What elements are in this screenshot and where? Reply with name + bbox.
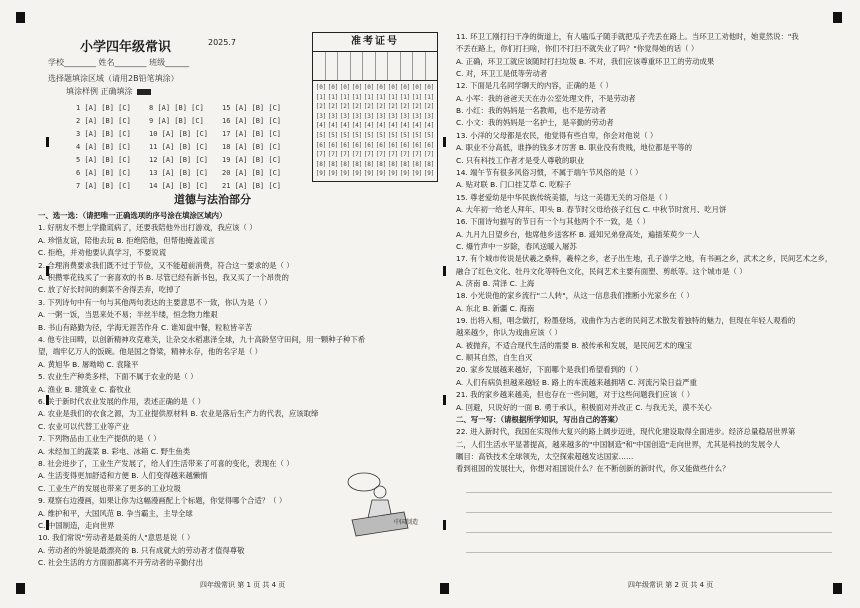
digit-bubble[interactable]: [6] xyxy=(399,141,411,149)
question-line: C. 对，环卫工是低等劳动者 xyxy=(456,69,548,79)
digit-bubble[interactable]: [5] xyxy=(327,131,339,139)
digit-bubble[interactable]: [8] xyxy=(375,160,387,168)
student-info-line: 学校________ 姓名________ 班级______ xyxy=(48,58,190,67)
digit-bubble[interactable]: [9] xyxy=(375,170,387,178)
digit-bubble[interactable]: [5] xyxy=(375,131,387,139)
digit-bubble[interactable]: [2] xyxy=(399,103,411,111)
digit-bubble[interactable]: [3] xyxy=(411,112,423,120)
registration-mark xyxy=(833,583,842,594)
admission-digit-column xyxy=(411,83,423,179)
cartoon-illustration xyxy=(344,470,419,540)
digit-bubble[interactable]: [7] xyxy=(315,151,327,159)
answer-bubble[interactable]: 21 [A] [B] [C] xyxy=(222,182,282,190)
digit-bubble[interactable]: [8] xyxy=(399,160,411,168)
fill-instructions: 选择题填涂区域（请用2B铅笔填涂） xyxy=(48,74,179,83)
digit-bubble[interactable]: [0] xyxy=(339,84,351,91)
digit-bubble[interactable]: [5] xyxy=(423,131,435,139)
question-line: 21. 我的家乡越来越美，但也存在一些问题，对于这些问题我们应该（ ） xyxy=(456,390,695,400)
question-line: A. 被抛弃，不适合现代生活的需要 B. 被传承和发展，是民间艺术的瑰宝 xyxy=(456,340,693,350)
answer-bubble[interactable]: 1 [A] [B] [C] xyxy=(76,104,131,112)
question-line: C. 放了好长时间的剩菜不舍得丢弃，吃掉了 xyxy=(38,285,181,295)
question-line: C. 中国制造，走向世界 xyxy=(38,521,115,530)
question-line: 4. 他专注田畴，以创新精神攻克难关，让杂交水稻惠泽全球，九十高龄坚守田间，用一颗种子种下希 xyxy=(38,335,366,344)
digit-bubble[interactable]: [6] xyxy=(375,141,387,149)
answer-bubble[interactable]: 6 [A] [B] [C] xyxy=(76,169,131,177)
question-line: 16. 下面诗句描写的节日有一个与其他两个不一致，是（ ） xyxy=(456,217,650,227)
question-line: C. 爆竹声中一岁除，春风送暖入屠苏 xyxy=(456,241,577,251)
digit-bubble[interactable]: [8] xyxy=(339,160,351,168)
answer-bubble[interactable]: 7 [A] [B] [C] xyxy=(76,182,131,190)
question-line: A. 劳动者的外貌是最漂亮的 B. 只有成就大的劳动者才值得尊敬 xyxy=(38,545,245,555)
digit-bubble[interactable]: [9] xyxy=(339,170,351,178)
answer-bubble[interactable]: 16 [A] [B] [C] xyxy=(222,117,282,125)
timing-mark xyxy=(443,395,446,405)
answer-line[interactable] xyxy=(466,532,832,533)
digit-bubble[interactable]: [1] xyxy=(387,93,399,101)
timing-mark xyxy=(443,137,446,147)
question-line: 瞩目：高铁技术全球领先，太空探索超越发达国家…… xyxy=(456,451,634,461)
question-line: 1. 好朋友不想上学撒谎病了，还要我陪他外出打游戏，我应该（ ） xyxy=(38,223,257,233)
question-line: 不丢在路上，你们打扫啥，你们不打扫不就失业了吗？"你觉得她的话（ ） xyxy=(456,44,699,54)
digit-bubble[interactable]: [5] xyxy=(363,131,375,139)
question-line: 看到祖国的发展壮大，你想对祖国说什么？在不断创新的新时代，你又能做些什么？ xyxy=(456,464,730,474)
question-line: 8. 社会进步了，工业生产发展了，给人们生活带来了可喜的变化，表现在（ ） xyxy=(38,459,294,468)
question-line: A. 贴对联 B. 门口挂艾草 C. 吃粽子 xyxy=(456,180,572,190)
question-line: 7. 下列物品由工业生产提供的是（ ） xyxy=(38,434,161,444)
digit-bubble[interactable]: [4] xyxy=(351,122,363,130)
timing-mark xyxy=(443,520,446,530)
answer-bubble[interactable]: 4 [A] [B] [C] xyxy=(76,143,131,151)
question-line: C. 社会生活的方方面面都离不开劳动者的辛勤付出 xyxy=(38,558,204,568)
filled-bubble-sample xyxy=(137,89,151,95)
section-heading: 一、选一选：（请把唯一正确选项的序号涂在填涂区域内） xyxy=(38,211,227,220)
digit-bubble[interactable]: [0] xyxy=(363,84,375,91)
answer-bubble[interactable]: 10 [A] [B] [C] xyxy=(149,130,209,138)
question-line: 9. 观察右边漫画，如果让你为这幅漫画配上个标题，你觉得哪个合适？（ ） xyxy=(38,496,287,506)
admission-digit-bubbles xyxy=(313,81,437,179)
question-line: A. 小军：我的爸爸天天在办公室处理文件，不是劳动者 xyxy=(456,93,636,103)
digit-bubble[interactable]: [7] xyxy=(339,151,351,159)
digit-bubble[interactable]: [2] xyxy=(351,103,363,111)
digit-bubble[interactable]: [9] xyxy=(351,170,363,178)
digit-bubble[interactable]: [2] xyxy=(411,103,423,111)
digit-bubble[interactable]: [3] xyxy=(423,112,435,120)
answer-bubble[interactable]: 8 [A] [B] [C] xyxy=(149,104,204,112)
question-line: 10. 我们常说"劳动者是最美的人"意思是说（ ） xyxy=(38,533,195,543)
digit-bubble[interactable]: [9] xyxy=(315,170,327,178)
digit-bubble[interactable]: [7] xyxy=(327,151,339,159)
digit-bubble[interactable]: [8] xyxy=(363,160,375,168)
answer-bubble[interactable]: 18 [A] [B] [C] xyxy=(222,143,282,151)
admission-digit-column xyxy=(423,83,435,179)
digit-bubble[interactable]: [7] xyxy=(387,151,399,159)
digit-bubble[interactable]: [4] xyxy=(411,122,423,130)
admission-digit-column xyxy=(375,83,387,179)
answer-bubble[interactable]: 17 [A] [B] [C] xyxy=(222,130,282,138)
digit-bubble[interactable]: [4] xyxy=(423,122,435,130)
registration-mark xyxy=(440,583,449,594)
question-line: A. 职业不分高低，谁挣的钱多才厉害 B. 职业没有贵贱，地位都是平等的 xyxy=(456,143,693,153)
digit-bubble[interactable]: [5] xyxy=(411,131,423,139)
digit-bubble[interactable]: [8] xyxy=(423,160,435,168)
question-line: A. 黄旭华 B. 屠呦呦 C. 袁隆平 xyxy=(38,359,139,369)
question-line: 22. 进入新时代，我国在实现伟大复兴的路上阔步迈进，现代化建设取得全面进步。经济总量稳居世界第 xyxy=(456,427,796,437)
question-line: C. 农业可以代替工业等产业 xyxy=(38,421,130,431)
admission-number-title: 准考证号 xyxy=(313,33,437,52)
digit-bubble[interactable]: [0] xyxy=(351,84,363,91)
digit-bubble[interactable]: [6] xyxy=(363,141,375,149)
question-line: A. 未经加工的蔬菜 B. 彩电、冰箱 C. 野生鱼类 xyxy=(38,446,191,456)
digit-bubble[interactable]: [9] xyxy=(411,170,423,178)
digit-bubble[interactable]: [7] xyxy=(411,151,423,159)
answer-bubble-grid xyxy=(76,104,296,195)
answer-bubble[interactable]: 3 [A] [B] [C] xyxy=(76,130,131,138)
digit-bubble[interactable]: [9] xyxy=(399,170,411,178)
digit-bubble[interactable]: [5] xyxy=(315,131,327,139)
digit-bubble[interactable]: [7] xyxy=(351,151,363,159)
question-line: A. 正确，环卫工就应该随时打扫垃圾 B. 不对，我们应该尊重环卫工的劳动成果 xyxy=(456,56,715,66)
digit-bubble[interactable]: [3] xyxy=(327,112,339,120)
question-line: C. 小文：我的妈妈是一名护士，是辛勤的劳动者 xyxy=(456,118,614,128)
digit-bubble[interactable]: [9] xyxy=(387,170,399,178)
digit-bubble[interactable]: [1] xyxy=(423,93,435,101)
answer-bubble[interactable]: 13 [A] [B] [C] xyxy=(149,169,209,177)
digit-bubble[interactable]: [5] xyxy=(339,131,351,139)
answer-bubble[interactable]: 9 [A] [B] [C] xyxy=(149,117,204,125)
question-line: 2. 合理消费要求我们既不过于节俭，又不能超前消费，符合这一要求的是（ ） xyxy=(38,260,294,270)
digit-bubble[interactable]: [0] xyxy=(423,84,435,91)
answer-line[interactable] xyxy=(466,492,832,493)
admission-digit-column xyxy=(315,83,327,179)
question-line: 二，人们生活水平显著提高，越来越多的"中国制造"和"中国创造"走向世界，尤其是科技的发展令人 xyxy=(456,439,781,449)
question-line: A. 一粥一饭，当思来处不易；半丝半缕，恒念物力维艰 xyxy=(38,310,218,320)
question-line: C. 工业生产的发展也带来了更多的工业垃圾 xyxy=(38,483,181,493)
digit-bubble[interactable]: [4] xyxy=(363,122,375,130)
digit-bubble[interactable]: [0] xyxy=(315,84,327,91)
digit-bubble[interactable]: [8] xyxy=(315,160,327,168)
digit-bubble[interactable]: [8] xyxy=(327,160,339,168)
question-line: A. 积攒零花钱买了一套喜欢的书 B. 尽管已经有新书包，我又买了一个昂贵的 xyxy=(38,273,289,282)
page-footer-right: 四年级常识 第 2 页 共 4 页 xyxy=(628,581,714,589)
registration-mark xyxy=(16,12,25,23)
digit-bubble[interactable]: [0] xyxy=(399,84,411,91)
digit-bubble[interactable]: [7] xyxy=(363,151,375,159)
admission-number-box xyxy=(312,32,438,182)
question-line: 越来越少，你认为戏曲应该（ ） xyxy=(456,328,562,338)
question-line: 13. 小洋的父母都是农民，他觉得有些自卑，你会对他说（ ） xyxy=(456,130,658,140)
illustration-caption: 中国制造 xyxy=(394,519,419,526)
answer-bubble[interactable]: 19 [A] [B] [C] xyxy=(222,156,282,164)
timing-mark xyxy=(46,137,49,147)
answer-bubble[interactable]: 5 [A] [B] [C] xyxy=(76,156,131,164)
question-line: A. 东北 B. 新疆 C. 海南 xyxy=(456,303,535,313)
admission-digit-column xyxy=(351,83,363,179)
digit-bubble[interactable]: [1] xyxy=(339,93,351,101)
digit-bubble[interactable]: [1] xyxy=(411,93,423,101)
digit-bubble[interactable]: [0] xyxy=(375,84,387,91)
question-line: 18. 小光说他的家乡流行"二人转"，从这一信息我们推断小光家乡在（ ） xyxy=(456,291,694,301)
question-line: A. 珍惜友谊，陪他去玩 B. 拒绝陪他，但帮他掩盖谎言 xyxy=(38,235,215,245)
admission-digit-column xyxy=(387,83,399,179)
answer-bubble[interactable]: 15 [A] [B] [C] xyxy=(222,104,282,112)
registration-mark xyxy=(833,12,842,23)
question-line: A. 生活变得更加舒适和方便 B. 人们变得越来越懒惰 xyxy=(38,471,208,481)
digit-bubble[interactable]: [7] xyxy=(375,151,387,159)
question-line: C. 顺其自然，自生自灭 xyxy=(456,353,533,363)
question-line: B. 书山有路勤为径，学海无涯苦作舟 C. 谁知盘中餐，粒粒皆辛苦 xyxy=(38,322,253,332)
answer-bubble[interactable]: 2 [A] [B] [C] xyxy=(76,117,131,125)
digit-bubble[interactable]: [1] xyxy=(315,93,327,101)
digit-bubble[interactable]: [7] xyxy=(399,151,411,159)
digit-bubble[interactable]: [9] xyxy=(327,170,339,178)
admission-digit-column xyxy=(327,83,339,179)
digit-bubble[interactable]: [1] xyxy=(399,93,411,101)
question-line: 3. 下列诗句中有一句与其他两句表达的主要意思不一致，你认为是（ ） xyxy=(38,297,272,307)
question-line: A. 维护和平，大国风范 B. 争当霸主，主导全球 xyxy=(38,508,193,518)
question-line: A. 回避，只说好的一面 B. 勇于承认，积极面对并改正 C. 与我无关，漠不关心 xyxy=(456,402,712,412)
question-line: A. 农业是我们的衣食之源，为工业提供原材料 B. 农业是落后生产力的代表，应该取缔 xyxy=(38,409,319,419)
admission-digit-column xyxy=(399,83,411,179)
timing-mark xyxy=(443,266,446,276)
digit-bubble[interactable]: [8] xyxy=(387,160,399,168)
section-heading: 二、写一写：（请根据所学知识，写出自己的答案） xyxy=(456,414,623,424)
digit-bubble[interactable]: [2] xyxy=(339,103,351,111)
digit-bubble[interactable]: [2] xyxy=(423,103,435,111)
question-line: 12. 下面是几名同学聊天的内容，正确的是（ ） xyxy=(456,81,613,91)
digit-bubble[interactable]: [6] xyxy=(327,141,339,149)
question-line: 6. 关于新时代农业发展的作用，表述正确的是（ ） xyxy=(38,397,205,406)
digit-bubble[interactable]: [1] xyxy=(327,93,339,101)
digit-bubble[interactable]: [6] xyxy=(423,141,435,149)
digit-bubble[interactable]: [8] xyxy=(351,160,363,168)
digit-bubble[interactable]: [3] xyxy=(315,112,327,120)
digit-bubble[interactable]: [0] xyxy=(327,84,339,91)
exam-title: 小学四年级常识 xyxy=(80,40,172,55)
answer-bubble[interactable]: 12 [A] [B] [C] xyxy=(149,156,209,164)
answer-line[interactable] xyxy=(466,552,832,553)
digit-bubble[interactable]: [6] xyxy=(387,141,399,149)
digit-bubble[interactable]: [2] xyxy=(375,103,387,111)
digit-bubble[interactable]: [1] xyxy=(351,93,363,101)
question-line: 14. 端午节有很多风俗习惯，不属于端午节风俗的是（ ） xyxy=(456,167,643,177)
digit-bubble[interactable]: [5] xyxy=(387,131,399,139)
question-line: A. 济南 B. 菏泽 C. 上海 xyxy=(456,279,535,288)
fill-sample-label: 填涂样例 正确填涂 xyxy=(66,87,133,96)
admission-number-write-cells xyxy=(313,52,437,81)
digit-bubble[interactable]: [3] xyxy=(375,112,387,120)
question-line: 19. 出将入相，唱念做打，粉墨登场，戏曲作为古老的民间艺术散发着独特的魅力，但现在年轻人观看的 xyxy=(456,316,796,326)
digit-bubble[interactable]: [6] xyxy=(339,141,351,149)
digit-bubble[interactable]: [1] xyxy=(375,93,387,101)
question-line: 17. 有个城市传说是伏羲之桑梓，羲梓之乡，老子出生地，孔子游学之地，有书画之乡，武术之乡，民间艺术之乡， xyxy=(456,254,833,264)
question-line: 15. 尊老爱幼是中华民族传统美德，与这一美德无关的习俗是（ ） xyxy=(456,192,673,202)
page-footer-left: 四年级常识 第 1 页 共 4 页 xyxy=(200,581,286,589)
question-line: 融合了红色文化、牡丹文化等特色文化，民间艺术主要有面塑、剪纸等。这个城市是（ ） xyxy=(456,266,747,276)
answer-bubble[interactable]: 14 [A] [B] [C] xyxy=(149,182,209,190)
question-line: C. 拒绝，并劝他要认真学习，不要说谎 xyxy=(38,248,167,258)
digit-bubble[interactable]: [5] xyxy=(399,131,411,139)
question-line: 11. 环卫工刚打扫干净的街道上，有人嗑瓜子随手就把瓜子壳丢在路上。当环卫工劝他时，她竟然说："我 xyxy=(456,32,799,41)
digit-bubble[interactable]: [4] xyxy=(399,122,411,130)
digit-bubble[interactable]: [3] xyxy=(339,112,351,120)
fill-sample xyxy=(66,86,151,97)
digit-bubble[interactable]: [9] xyxy=(363,170,375,178)
answer-bubble[interactable]: 11 [A] [B] [C] xyxy=(149,143,209,151)
section-title: 道德与法治部分 xyxy=(174,193,251,206)
digit-bubble[interactable]: [4] xyxy=(339,122,351,130)
digit-bubble[interactable]: [3] xyxy=(399,112,411,120)
digit-bubble[interactable]: [0] xyxy=(411,84,423,91)
admission-digit-column xyxy=(339,83,351,179)
digit-bubble[interactable]: [6] xyxy=(315,141,327,149)
digit-bubble[interactable]: [4] xyxy=(327,122,339,130)
digit-bubble[interactable]: [6] xyxy=(351,141,363,149)
question-line: A. 大年初一给老人拜年、叩头 B. 春节时父母给孩子红包 C. 中秋节时赏月、吃月饼 xyxy=(456,204,727,214)
question-line: 20. 家乡发展越来越好，下面哪个是我们希望看到的（ ） xyxy=(456,365,643,375)
question-line: A. 渔业 B. 建筑业 C. 畜牧业 xyxy=(38,384,132,394)
digit-bubble[interactable]: [4] xyxy=(375,122,387,130)
question-line: B. 小红：我的妈妈是一名教师，也不是劳动者 xyxy=(456,106,607,116)
digit-bubble[interactable]: [3] xyxy=(363,112,375,120)
digit-bubble[interactable]: [6] xyxy=(411,141,423,149)
exam-date: 2025.7 xyxy=(208,38,236,47)
answer-line[interactable] xyxy=(466,512,832,513)
question-line: A. 九月九日望乡台，他席他乡送客杯 B. 遥知兄弟登高处，遍插茱萸少一人 xyxy=(456,229,700,239)
question-line: 5. 农业生产种类多样，下面不属于农业的是（ ） xyxy=(38,372,198,382)
question-line: C. 只有科技工作者才是受人尊敬的职业 xyxy=(456,155,585,165)
digit-bubble[interactable]: [2] xyxy=(315,103,327,111)
question-line: 望，端牢亿万人的饭碗。他是国之脊梁，精神永存，他的名字是（ ） xyxy=(38,347,263,357)
digit-bubble[interactable]: [3] xyxy=(351,112,363,120)
digit-bubble[interactable]: [2] xyxy=(363,103,375,111)
digit-bubble[interactable]: [4] xyxy=(387,122,399,130)
digit-bubble[interactable]: [5] xyxy=(351,131,363,139)
digit-bubble[interactable]: [9] xyxy=(423,170,435,178)
digit-bubble[interactable]: [0] xyxy=(387,84,399,91)
digit-bubble[interactable]: [2] xyxy=(327,103,339,111)
digit-bubble[interactable]: [3] xyxy=(387,112,399,120)
digit-bubble[interactable]: [1] xyxy=(363,93,375,101)
digit-bubble[interactable]: [4] xyxy=(315,122,327,130)
digit-bubble[interactable]: [8] xyxy=(411,160,423,168)
admission-digit-column xyxy=(363,83,375,179)
registration-mark xyxy=(16,583,25,594)
question-line: A. 人们有病负担越来越轻 B. 路上的车流越来越拥堵 C. 河流污染日益严重 xyxy=(456,377,697,387)
digit-bubble[interactable]: [2] xyxy=(387,103,399,111)
digit-bubble[interactable]: [7] xyxy=(423,151,435,159)
answer-bubble[interactable]: 20 [A] [B] [C] xyxy=(222,169,282,177)
